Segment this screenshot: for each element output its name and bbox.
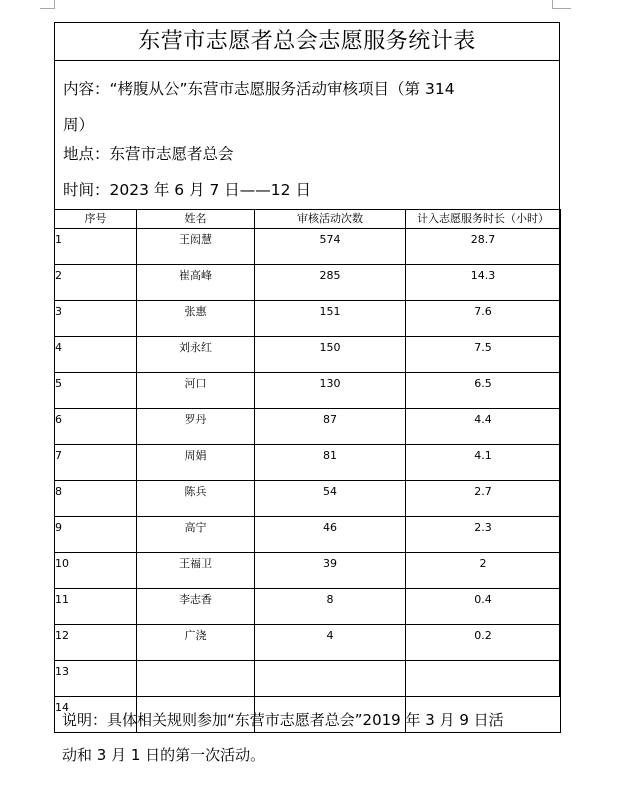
- cell-name: 张惠: [137, 301, 255, 337]
- crop-mark-right: [552, 0, 571, 9]
- cell-no: 9: [55, 517, 137, 553]
- header-name: 姓名: [137, 210, 255, 229]
- table-body: [55, 229, 561, 733]
- cell-name: 高宁: [137, 517, 255, 553]
- note-line-2: 动和 3 月 1 日的第一次活动。: [62, 746, 266, 764]
- page-title: 东营市志愿者总会志愿服务统计表: [55, 23, 559, 61]
- table-row: [55, 229, 561, 265]
- cell-name: 陈兵: [137, 481, 255, 517]
- cell-no: 3: [55, 301, 137, 337]
- cell-hours: 14.3: [406, 265, 561, 301]
- cell-hours: 0.4: [406, 589, 561, 625]
- cell-name: 周娟: [137, 445, 255, 481]
- cell-name: 罗丹: [137, 409, 255, 445]
- cell-name: 崔高峰: [137, 265, 255, 301]
- cell-count: 81: [255, 445, 406, 481]
- content-info: [63, 71, 455, 143]
- table-row: [55, 553, 561, 589]
- statistics-sheet: [54, 22, 560, 714]
- cell-hours: 0.2: [406, 625, 561, 661]
- cell-count: 8: [255, 589, 406, 625]
- table-row: [55, 661, 561, 697]
- time-info: 时间：2023 年 6 月 7 日——12 日: [63, 181, 311, 199]
- cell-no: 10: [55, 553, 137, 589]
- cell-count: 574: [255, 229, 406, 265]
- volunteer-table: [54, 209, 561, 733]
- cell-hours: 4.4: [406, 409, 561, 445]
- note: [62, 703, 562, 773]
- cell-no: 12: [55, 625, 137, 661]
- note-line-1: 说明：具体相关规则参加“东营市志愿者总会”2019 年 3 月 9 日活: [62, 711, 504, 729]
- cell-count: 46: [255, 517, 406, 553]
- cell-count: 39: [255, 553, 406, 589]
- cell-hours: 7.6: [406, 301, 561, 337]
- cell-no: 13: [55, 661, 137, 697]
- cell-name: 刘永红: [137, 337, 255, 373]
- table-row: [55, 481, 561, 517]
- cell-no: 8: [55, 481, 137, 517]
- cell-name: 王闳慧: [137, 229, 255, 265]
- cell-count: 151: [255, 301, 406, 337]
- cell-count: 150: [255, 337, 406, 373]
- cell-count: 54: [255, 481, 406, 517]
- cell-no: 6: [55, 409, 137, 445]
- table-row: [55, 337, 561, 373]
- header-hours: 计入志愿服务时长（小时）: [406, 210, 561, 229]
- cell-name: 广浇: [137, 625, 255, 661]
- header-no: 序号: [55, 210, 137, 229]
- place-info: 地点：东营市志愿者总会: [63, 145, 234, 163]
- cell-name: 河口: [137, 373, 255, 409]
- table-row: [55, 517, 561, 553]
- cell-no: 14: [55, 697, 137, 733]
- header-count: 审核活动次数: [255, 210, 406, 229]
- cell-no: 5: [55, 373, 137, 409]
- cell-hours: 4.1: [406, 445, 561, 481]
- cell-name: 李志香: [137, 589, 255, 625]
- cell-no: 11: [55, 589, 137, 625]
- cell-no: 4: [55, 337, 137, 373]
- cell-count: 4: [255, 625, 406, 661]
- cell-name: [137, 661, 255, 697]
- content-line-1: 内容：“栲腹从公”东营市志愿服务活动审核项目（第 314: [63, 80, 455, 98]
- cell-count: 87: [255, 409, 406, 445]
- cell-count: 130: [255, 373, 406, 409]
- cell-hours: 28.7: [406, 229, 561, 265]
- cell-no: 7: [55, 445, 137, 481]
- table-row: [55, 445, 561, 481]
- cell-hours: [406, 661, 561, 697]
- table-row: [55, 589, 561, 625]
- table-row: [55, 373, 561, 409]
- cell-count: 285: [255, 265, 406, 301]
- cell-hours: 2: [406, 553, 561, 589]
- table-row: [55, 301, 561, 337]
- cell-count: [255, 661, 406, 697]
- table-header-row: [55, 210, 561, 229]
- table-row: [55, 409, 561, 445]
- cell-hours: 2.3: [406, 517, 561, 553]
- table-row: [55, 265, 561, 301]
- cell-no: 1: [55, 229, 137, 265]
- crop-mark-left: [40, 0, 55, 9]
- content-line-2: 周）: [63, 116, 95, 134]
- cell-name: 王福卫: [137, 553, 255, 589]
- cell-hours: 6.5: [406, 373, 561, 409]
- table-row: [55, 625, 561, 661]
- cell-no: 2: [55, 265, 137, 301]
- cell-hours: 2.7: [406, 481, 561, 517]
- cell-hours: 7.5: [406, 337, 561, 373]
